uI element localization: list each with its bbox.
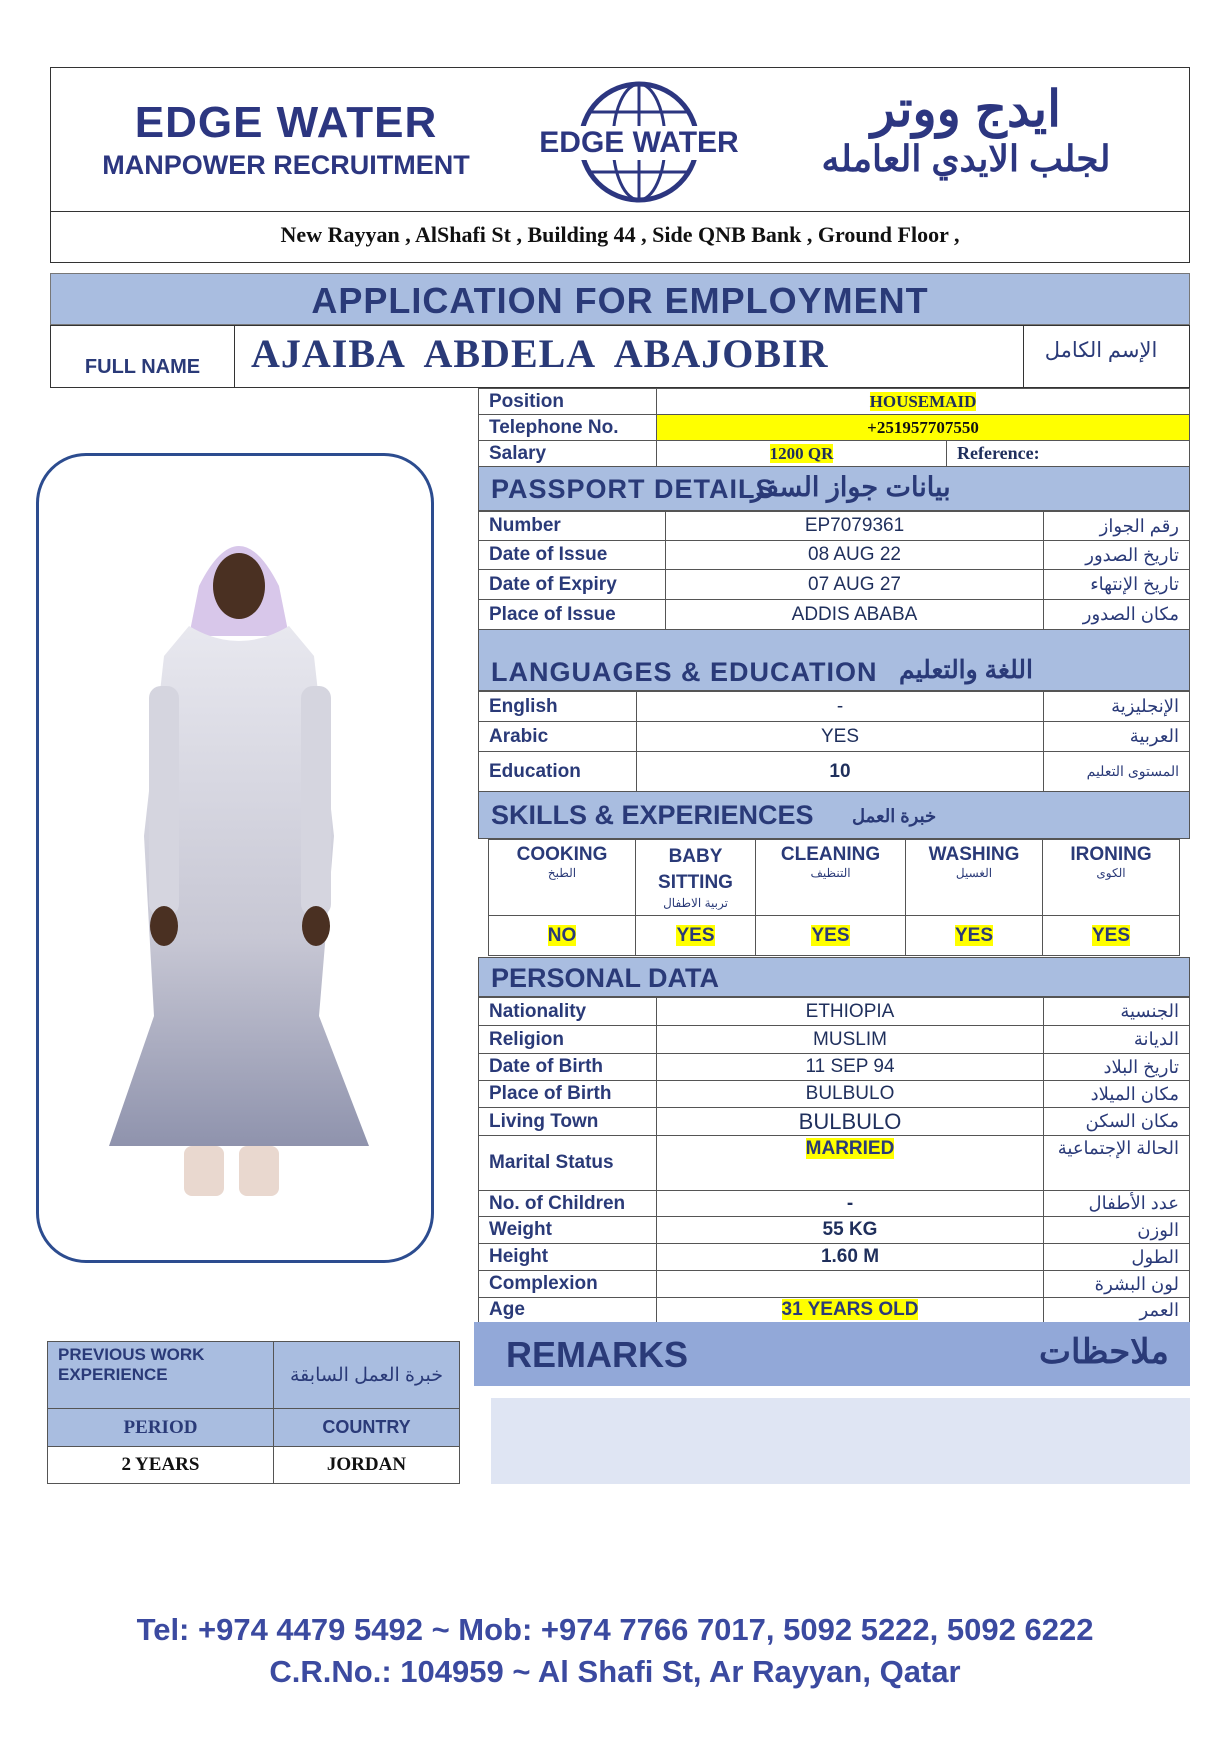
skill-ironing-ar: الكوى xyxy=(1096,866,1126,880)
reference-label: Reference: xyxy=(947,441,1190,467)
arabic-value: YES xyxy=(637,722,1044,752)
skill-cleaning-value: YES xyxy=(811,924,850,946)
religion-label: Religion xyxy=(479,1026,657,1054)
work-title: PREVIOUS WORK EXPERIENCE xyxy=(48,1342,274,1409)
english-ar: الإنجليزية xyxy=(1044,692,1190,722)
table-row xyxy=(479,1217,1190,1244)
age-ar: العمر xyxy=(1044,1298,1190,1323)
full-name-value: AJAIBA ABDELA ABAJOBIR xyxy=(251,331,829,376)
remarks-title: REMARKS xyxy=(506,1334,689,1375)
full-name-label: FULL NAME xyxy=(84,356,201,378)
applicant-photo xyxy=(36,453,434,1263)
arabic-ar: العربية xyxy=(1044,722,1190,752)
birth-date-label: Date of Birth xyxy=(479,1054,657,1081)
logo-text: EDGE WATER xyxy=(539,126,739,159)
skill-cleaning-ar: التنظيف xyxy=(810,866,851,880)
letterhead xyxy=(50,67,1190,211)
skill-cooking-ar: الطبخ xyxy=(547,866,577,880)
personal-table xyxy=(478,997,1190,1323)
nationality-ar: الجنسية xyxy=(1044,998,1190,1026)
full-name-row xyxy=(50,325,1190,388)
table-row xyxy=(479,570,1190,600)
languages-table xyxy=(478,691,1190,792)
skills-table xyxy=(488,839,1180,956)
age-label: Age xyxy=(479,1298,657,1323)
table-row xyxy=(479,692,1190,722)
skill-babysitting-value: YES xyxy=(676,924,715,946)
table-row xyxy=(479,1271,1190,1298)
complexion-ar: لون البشرة xyxy=(1044,1271,1190,1298)
living-town-label: Living Town xyxy=(479,1108,657,1136)
company-name-line1: EDGE WATER xyxy=(134,98,438,147)
skill-washing-value: YES xyxy=(954,924,994,946)
passport-number-label: Number xyxy=(479,512,666,541)
skills-section-header xyxy=(478,791,1190,839)
place-issue-label: Place of Issue xyxy=(479,600,666,630)
expiry-date-value: 07 AUG 27 xyxy=(666,570,1044,600)
address-bar xyxy=(50,211,1190,263)
form-title-band xyxy=(50,273,1190,325)
salary-label: Salary xyxy=(479,441,657,467)
children-label: No. of Children xyxy=(479,1191,657,1217)
personal-title: PERSONAL DATA xyxy=(491,963,720,993)
table-row xyxy=(48,1447,460,1484)
living-town-value: BULBULO xyxy=(657,1108,1044,1136)
company-name-en xyxy=(51,98,521,181)
full-name-ar: الإسم الكامل xyxy=(1044,339,1158,362)
form-title: APPLICATION FOR EMPLOYMENT xyxy=(311,280,929,321)
birth-place-value: BULBULO xyxy=(657,1081,1044,1108)
birth-date-ar: تاريخ البلاد xyxy=(1044,1054,1190,1081)
table-row xyxy=(479,998,1190,1026)
skill-cooking-label: COOKING xyxy=(516,844,608,865)
table-row xyxy=(479,752,1190,792)
passport-section-header xyxy=(478,466,1190,511)
weight-value: 55 KG xyxy=(657,1217,1044,1244)
country-value: JORDAN xyxy=(274,1447,460,1484)
arabic-label: Arabic xyxy=(479,722,637,752)
education-ar: المستوى التعليم xyxy=(1044,752,1190,792)
languages-title: LANGUAGES & EDUCATION xyxy=(491,657,878,687)
skills-title-ar: خبرة العمل xyxy=(852,806,937,826)
country-label: COUNTRY xyxy=(274,1409,460,1447)
company-ar-line1: ايدج ووتر xyxy=(870,81,1061,137)
table-row xyxy=(48,1409,460,1447)
height-value: 1.60 M xyxy=(657,1244,1044,1271)
table-row xyxy=(479,1244,1190,1271)
birth-place-label: Place of Birth xyxy=(479,1081,657,1108)
religion-ar: الديانة xyxy=(1044,1026,1190,1054)
job-table xyxy=(478,388,1190,467)
religion-value: MUSLIM xyxy=(657,1026,1044,1054)
complexion-value xyxy=(657,1271,1044,1298)
remarks-header xyxy=(474,1322,1190,1386)
table-row xyxy=(48,1342,460,1409)
salary-value: 1200 QR xyxy=(769,443,834,463)
passport-title: PASSPORT DETAILS xyxy=(491,474,775,504)
height-ar: الطول xyxy=(1044,1244,1190,1271)
telephone-value: +251957707550 xyxy=(657,415,1190,441)
issue-date-ar: تاريخ الصدور xyxy=(1044,541,1190,570)
table-row xyxy=(479,1191,1190,1217)
table-row xyxy=(479,1108,1190,1136)
height-label: Height xyxy=(479,1244,657,1271)
weight-ar: الوزن xyxy=(1044,1217,1190,1244)
table-row xyxy=(479,1026,1190,1054)
table-row xyxy=(479,541,1190,570)
birth-date-value: 11 SEP 94 xyxy=(657,1054,1044,1081)
passport-number-ar: رقم الجواز xyxy=(1044,512,1190,541)
languages-section-header xyxy=(478,629,1190,691)
telephone-label: Telephone No. xyxy=(479,415,657,441)
table-row xyxy=(479,722,1190,752)
place-issue-ar: مكان الصدور xyxy=(1044,600,1190,630)
table-row xyxy=(479,1136,1190,1191)
address-text: New Rayyan , AlShafi St , Building 44 , Side QNB Bank , Ground Floor , xyxy=(280,222,960,247)
skill-cooking-value: NO xyxy=(547,924,577,946)
position-label: Position xyxy=(479,389,657,415)
nationality-value: ETHIOPIA xyxy=(657,998,1044,1026)
expiry-date-ar: تاريخ الإنتهاء xyxy=(1044,570,1190,600)
company-name-ar xyxy=(751,80,1181,180)
personal-section-header xyxy=(478,957,1190,997)
company-ar-line2: لجلب الايدي العامله xyxy=(821,138,1111,179)
issue-date-value: 08 AUG 22 xyxy=(666,541,1044,570)
table-row xyxy=(489,840,1180,916)
position-value: HOUSEMAID xyxy=(869,391,977,411)
living-town-ar: مكان السكن xyxy=(1044,1108,1190,1136)
age-value: 31 YEARS OLD xyxy=(781,1299,919,1320)
footer-phones: Tel: +974 4479 5492 ~ Mob: +974 7766 7017, 5092 5222, 5092 6222 xyxy=(136,1612,1094,1647)
skill-babysitting-label: BABY SITTING xyxy=(658,846,733,893)
skill-washing-label: WASHING xyxy=(928,844,1020,865)
table-row xyxy=(489,916,1180,956)
marital-label: Marital Status xyxy=(479,1136,657,1191)
table-row xyxy=(479,1054,1190,1081)
skill-washing-ar: الغسيل xyxy=(955,866,993,880)
children-value: - xyxy=(657,1191,1044,1217)
skill-babysitting-ar: تربية الاطفال xyxy=(663,896,728,910)
skill-ironing-label: IRONING xyxy=(1070,844,1152,865)
remarks-title-ar: ملاحظات xyxy=(1039,1333,1169,1371)
passport-number-value: EP7079361 xyxy=(666,512,1044,541)
languages-title-ar: اللغة والتعليم xyxy=(899,656,1033,684)
english-label: English xyxy=(479,692,637,722)
work-experience-table xyxy=(47,1341,460,1484)
company-name-line2: MANPOWER RECRUITMENT xyxy=(102,150,470,180)
expiry-date-label: Date of Expiry xyxy=(479,570,666,600)
person-photo-icon xyxy=(39,456,431,1260)
table-row xyxy=(479,1081,1190,1108)
footer xyxy=(0,1612,1230,1690)
skill-ironing-value: YES xyxy=(1091,924,1131,946)
birth-place-ar: مكان الميلاد xyxy=(1044,1081,1190,1108)
issue-date-label: Date of Issue xyxy=(479,541,666,570)
table-row xyxy=(479,1298,1190,1323)
table-row xyxy=(479,600,1190,630)
nationality-label: Nationality xyxy=(479,998,657,1026)
table-row xyxy=(479,512,1190,541)
passport-title-ar: بيانات جواز السفر xyxy=(751,472,951,502)
marital-ar: الحالة الإجتماعية xyxy=(1044,1136,1190,1191)
company-logo xyxy=(539,80,739,204)
skill-cleaning-label: CLEANING xyxy=(780,844,881,865)
passport-table xyxy=(478,511,1190,630)
education-label: Education xyxy=(479,752,637,792)
work-title-ar: خبرة العمل السابقة xyxy=(274,1342,460,1409)
skills-title: SKILLS & EXPERIENCES xyxy=(491,800,814,830)
english-value: - xyxy=(637,692,1044,722)
period-value: 2 YEARS xyxy=(48,1447,274,1484)
complexion-label: Complexion xyxy=(479,1271,657,1298)
remarks-box xyxy=(491,1398,1190,1484)
footer-address: C.R.No.: 104959 ~ Al Shafi St, Ar Rayyan, Qatar xyxy=(269,1654,961,1689)
children-ar: عدد الأطفال xyxy=(1044,1191,1190,1217)
weight-label: Weight xyxy=(479,1217,657,1244)
period-label: PERIOD xyxy=(48,1409,274,1447)
marital-value: MARRIED xyxy=(805,1138,895,1159)
education-value: 10 xyxy=(637,752,1044,792)
place-issue-value: ADDIS ABABA xyxy=(666,600,1044,630)
